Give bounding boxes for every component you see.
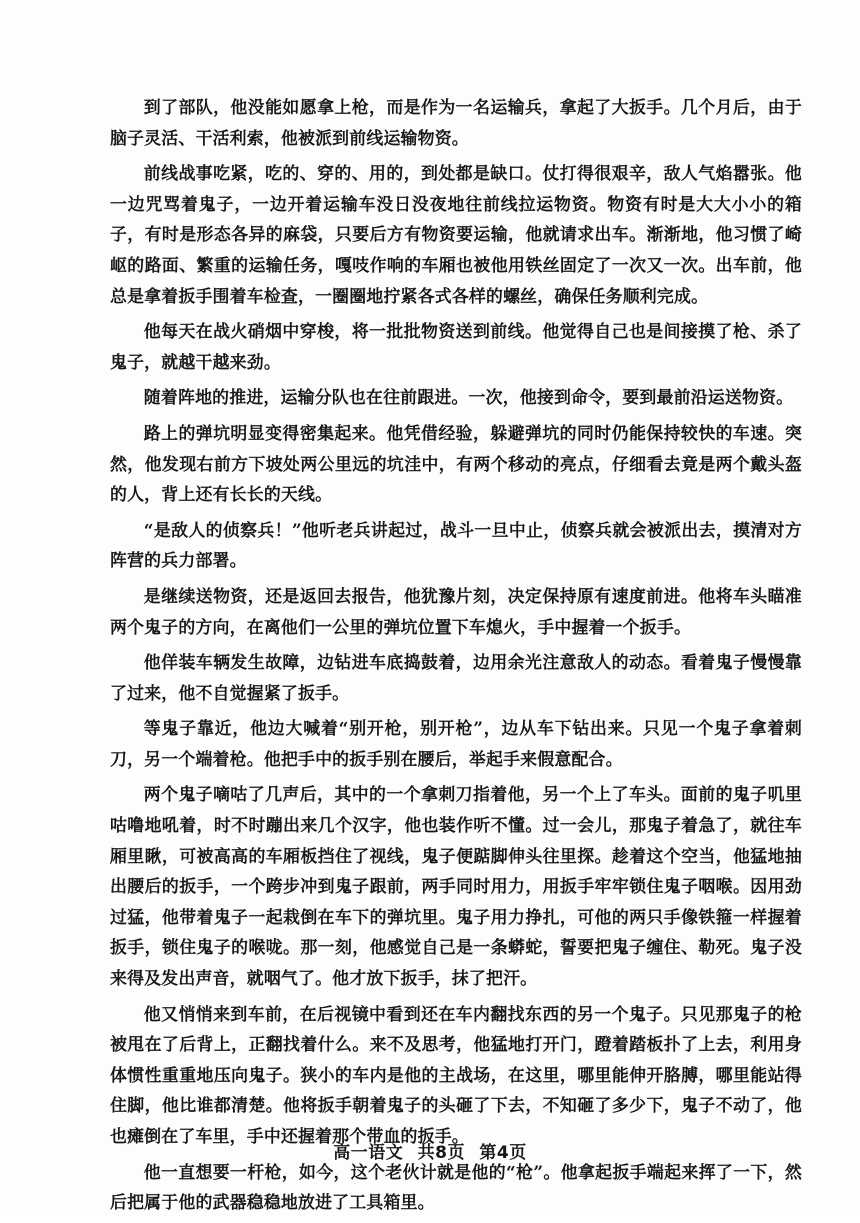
- paragraph: 等鬼子靠近，他边大喊着“别开枪，别开枪”，边从车下钻出来。只见一个鬼子拿着刺刀，另一个端着枪。他把手中的扳手别在腰后，举起手来假意配合。: [110, 718, 802, 769]
- paragraph: 到了部队，他没能如愿拿上枪，而是作为一名运输兵，拿起了大扳手。几个月后，由于脑子灵活、干活利索，他被派到前线运输物资。: [110, 97, 802, 148]
- footer-current-page: 第4页: [479, 1143, 527, 1163]
- footer-total-pages: 共8页: [417, 1143, 465, 1163]
- paragraph: 他佯装车辆发生故障，边钻进车底捣鼓着，边用余光注意敌人的动态。看着鬼子慢慢靠了过来，他不自觉握紧了扳手。: [110, 652, 802, 703]
- footer-subject: 高一语文: [333, 1143, 404, 1163]
- paragraph: 前线战事吃紧，吃的、穿的、用的，到处都是缺口。仗打得很艰辛，敌人气焰嚣张。他一边咒骂着鬼子，一边开着运输车没日没夜地往前线拉运物资。物资有时是大大小小的箱子，有时是形态各异的麻袋，只要后方有物资要运输，他就请求出车。渐渐地，他习惯了崎岖的路面、繁重的运输任务，嘎吱作响的车厢也被他用铁丝固定了一次又一次。出车前，他总是拿着扳手围着车检查，一圈圈地拧紧各式各样的螺丝，确保任务顺利完成。: [110, 163, 802, 306]
- paragraph: “是敌人的侦察兵！”他听老兵讲起过，战斗一旦中止，侦察兵就会被派出去，摸清对方阵营的兵力部署。: [110, 519, 802, 571]
- paragraph: 他每天在战火硝烟中穿梭，将一批批物资送到前线。他觉得自己也是间接摸了枪、杀了鬼子，就越干越来劲。: [110, 321, 802, 372]
- paragraph: 是继续送物资，还是返回去报告，他犹豫片刻，决定保持原有速度前进。他将车头瞄准两个鬼子的方向，在离他们一公里的弹坑位置下车熄火，手中握着一个扳手。: [110, 585, 802, 637]
- paragraph: 他一直想要一杆枪，如今，这个老伙计就是他的“枪”。他拿起扳手端起来挥了一下，然后把属于他的武器稳稳地放进了工具箱里。: [110, 1161, 802, 1213]
- page-footer: [0, 1138, 860, 1163]
- paragraph: 他又悄悄来到车前，在后视镜中看到还在车内翻找东西的另一个鬼子。只见那鬼子的枪被甩在了后背上，正翻找着什么。来不及思考，他猛地打开门，蹬着踏板扑了上去，利用身体惯性重重地压向鬼子。狭小的车内是他的主战场，在这里，哪里能伸开胳膊，哪里能站得住脚，他比谁都清楚。他将扳手朝着鬼子的头砸了下去，不知砸了多少下，鬼子不动了，他也瘫倒在了车里，手中还握着那个带血的扳手。: [110, 1003, 802, 1146]
- paragraph: 路上的弹坑明显变得密集起来。他凭借经验，躲避弹坑的同时仍能保持较快的车速。突然，他发现右前方下坡处两公里远的坑洼中，有两个移动的亮点，仔细看去竟是两个戴头盔的人，背上还有长长的天线。: [110, 422, 802, 505]
- paragraph: 两个鬼子嘀咕了几声后，其中的一个拿刺刀指着他，另一个上了车头。面前的鬼子叽里咕噜地吼着，时不时蹦出来几个汉字，他也装作听不懂。过一会儿，那鬼子着急了，就往车厢里瞅，可被高高的车厢板挡住了视线，鬼子便踮脚伸头往里探。趁着这个空当，他猛地抽出腰后的扳手，一个跨步冲到鬼子跟前，两手同时用力，用扳手牢牢锁住鬼子咽喉。因用劲过猛，他带着鬼子一起栽倒在车下的弹坑里。鬼子用力挣扎，可他的两只手像铁箍一样握着扳手，锁住鬼子的喉咙。那一刻，他感觉自己是一条蟒蛇，誓要把鬼子缠住、勒死。鬼子没来得及发出声音，就咽气了。他才放下扳手，抹了把汗。: [110, 784, 802, 989]
- article-body: [110, 92, 802, 1223]
- paragraph: 随着阵地的推进，运输分队也在往前跟进。一次，他接到命令，要到最前沿运送物资。: [143, 387, 794, 408]
